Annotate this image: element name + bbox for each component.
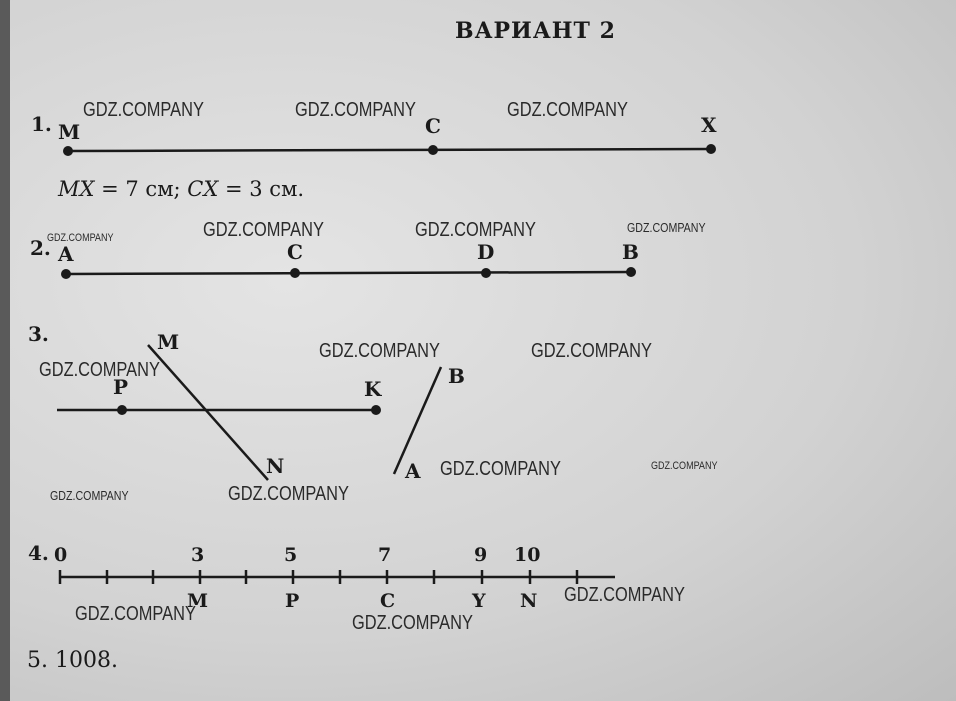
p1-label-m: M	[58, 120, 81, 144]
point-c-dot	[428, 145, 438, 155]
watermark: GDZ.COMPANY	[203, 219, 324, 241]
watermark: GDZ.COMPANY	[295, 99, 416, 121]
p4-value-5: 5	[284, 544, 298, 566]
watermark: GDZ.COMPANY	[651, 460, 718, 472]
watermark: GDZ.COMPANY	[75, 603, 196, 625]
p2-label-d: D	[477, 240, 495, 264]
p1-label-x: X	[701, 113, 717, 137]
segment-mx	[68, 149, 712, 151]
watermark: GDZ.COMPANY	[50, 488, 129, 503]
watermark: GDZ.COMPANY	[507, 99, 628, 121]
p3-label-b: B	[448, 364, 465, 388]
p4-value-7: 7	[378, 544, 392, 566]
p4-value-3: 3	[191, 544, 205, 566]
p4-value-9: 9	[474, 544, 488, 566]
watermark: GDZ.COMPANY	[352, 612, 473, 634]
p3-label-k: K	[364, 377, 382, 401]
p3-label-a: A	[405, 459, 421, 483]
p4-letter-m: M	[187, 590, 209, 612]
p2-label-a: A	[58, 242, 74, 266]
problem-2-number: 2.	[30, 236, 51, 260]
page-title: ВАРИАНТ 2	[455, 18, 616, 44]
point-d-dot	[481, 268, 491, 278]
mx-value: = 7 см;	[94, 177, 188, 201]
segment-ab-slanted	[394, 367, 441, 474]
p4-letter-y: Y	[472, 590, 486, 612]
problem-4-number: 4.	[28, 541, 49, 565]
watermark: GDZ.COMPANY	[531, 340, 652, 362]
point-b-dot	[626, 267, 636, 277]
p2-label-b: B	[622, 240, 639, 264]
point-p-dot	[117, 405, 127, 415]
watermark: GDZ.COMPANY	[627, 220, 706, 235]
p3-label-p: P	[113, 375, 129, 399]
watermark: GDZ.COMPANY	[47, 232, 114, 244]
watermark: GDZ.COMPANY	[319, 340, 440, 362]
problem-1-number: 1.	[31, 112, 52, 136]
cx-var: CX	[187, 177, 219, 201]
point-c2-dot	[290, 268, 300, 278]
watermark: GDZ.COMPANY	[39, 359, 160, 381]
p4-letter-n: N	[520, 590, 538, 612]
problem-5-answer: 5. 1008.	[27, 648, 118, 673]
watermark: GDZ.COMPANY	[83, 99, 204, 121]
watermark: GDZ.COMPANY	[564, 584, 685, 606]
point-m-dot	[63, 146, 73, 156]
point-a-dot	[61, 269, 71, 279]
mx-var: MX	[58, 177, 95, 201]
line-mn	[148, 345, 268, 480]
p1-label-c: C	[425, 114, 441, 138]
p3-label-n: N	[266, 454, 285, 478]
watermark: GDZ.COMPANY	[415, 219, 536, 241]
p3-label-m: M	[157, 330, 180, 354]
segment-ab	[66, 272, 632, 274]
point-k-dot	[371, 405, 381, 415]
point-x-dot	[706, 144, 716, 154]
problem-1-equation	[58, 177, 304, 201]
watermark: GDZ.COMPANY	[440, 458, 561, 480]
p4-value-0: 0	[54, 544, 68, 566]
p4-letter-c: C	[380, 590, 396, 612]
p2-label-c: C	[287, 240, 303, 264]
p4-letter-p: P	[285, 590, 300, 612]
watermark: GDZ.COMPANY	[228, 483, 349, 505]
p4-value-10: 10	[514, 544, 541, 566]
problem-3-number: 3.	[28, 322, 49, 346]
cx-value: = 3 см.	[218, 177, 305, 201]
